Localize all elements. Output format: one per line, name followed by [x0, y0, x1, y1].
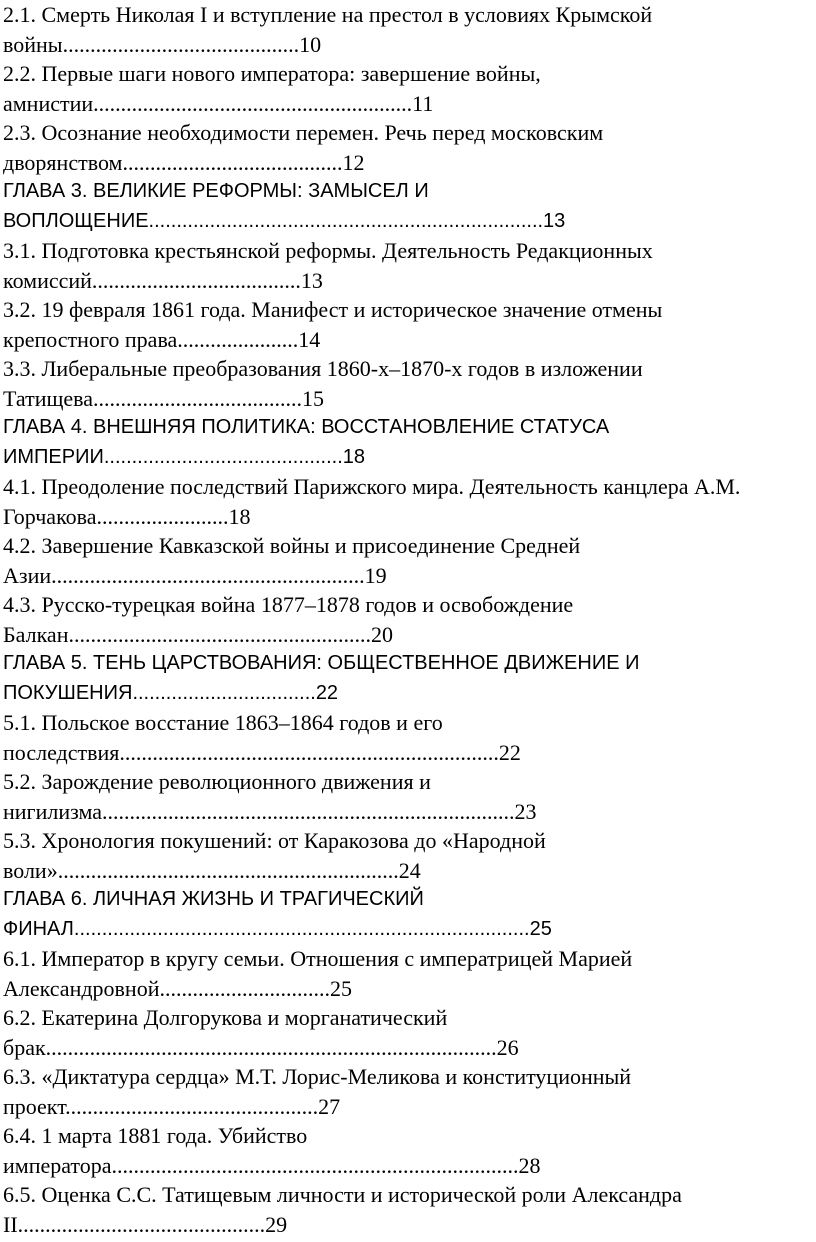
toc-section-line: дворянством........................................12: [3, 149, 365, 175]
toc-section-line: 2.3. Осознание необходимости перемен. Речь перед московским: [3, 120, 604, 145]
toc-section-line: амнистии..........................................................11: [3, 90, 434, 116]
toc-section-line: комиссий......................................13: [3, 267, 323, 293]
toc-section-line: последствия.....................................................................22: [3, 739, 521, 765]
toc-chapter-line: ГЛАВА 4. ВНЕШНЯЯ ПОЛИТИКА: ВОССТАНОВЛЕНИЕ СТАТУСА: [3, 416, 610, 438]
toc-chapter-line: ГЛАВА 6. ЛИЧНАЯ ЖИЗНЬ И ТРАГИЧЕСКИЙ: [3, 888, 424, 910]
toc-section-line: императора..........................................................................28: [3, 1152, 541, 1178]
toc-chapter-line: ВОПЛОЩЕНИЕ.......................................................................13: [3, 209, 566, 232]
toc-section-line: воли»..............................................................24: [3, 857, 421, 883]
toc-chapter-line: ИМПЕРИИ...........................................18: [3, 445, 366, 468]
toc-section-line: 6.2. Екатерина Долгорукова и морганатический: [3, 1005, 448, 1030]
toc-section-line: 6.3. «Диктатура сердца» М.Т. Лорис-Меликова и конституционный: [3, 1064, 632, 1089]
toc-section-line: крепостного права......................14: [3, 326, 321, 352]
toc-chapter-line: ФИНАЛ..................................................................................25: [3, 917, 552, 940]
toc-section-line: Горчакова........................18: [3, 503, 251, 529]
toc-section-line: 3.1. Подготовка крестьянской реформы. Деятельность Редакционных: [3, 238, 653, 263]
toc-section-line: 6.1. Император в кругу семьи. Отношения с императрицей Марией: [3, 946, 633, 971]
toc-section-line: 6.4. 1 марта 1881 года. Убийство: [3, 1123, 308, 1148]
toc-section-line: Татищева......................................15: [3, 385, 325, 411]
toc-section-line: Балкан.......................................................20: [3, 621, 393, 647]
toc-section-line: 5.1. Польское восстание 1863–1864 годов и его: [3, 710, 443, 735]
toc-section-line: 3.3. Либеральные преобразования 1860-х–1870-х годов в изложении: [3, 356, 643, 381]
toc-section-line: 5.2. Зарождение революционного движения и: [3, 769, 431, 794]
toc-section-line: 6.5. Оценка С.С. Татищевым личности и исторической роли Александра: [3, 1182, 682, 1207]
toc-section-line: Азии.........................................................19: [3, 562, 387, 588]
toc-section-line: 4.2. Завершение Кавказской войны и присоединение Средней: [3, 533, 581, 558]
toc-chapter-line: ГЛАВА 5. ТЕНЬ ЦАРСТВОВАНИЯ: ОБЩЕСТВЕННОЕ ДВИЖЕНИЕ И: [3, 652, 640, 674]
toc-chapter-line: ГЛАВА 3. ВЕЛИКИЕ РЕФОРМЫ: ЗАМЫСЕЛ И: [3, 180, 429, 202]
toc-section-line: II.............................................29: [3, 1211, 288, 1237]
toc-section-line: 3.2. 19 февраля 1861 года. Манифест и историческое значение отмены: [3, 297, 663, 322]
toc-section-line: проект..............................................27: [3, 1093, 341, 1119]
toc-chapter-line: ПОКУШЕНИЯ.................................22: [3, 681, 339, 704]
toc-section-line: 4.1. Преодоление последствий Парижского мира. Деятельность канцлера А.М.: [3, 474, 741, 499]
toc-section-line: 2.1. Смерть Николая I и вступление на престол в условиях Крымской: [3, 2, 653, 27]
toc-section-line: Александровной...............................25: [3, 975, 352, 1001]
toc-section-line: 4.3. Русско-турецкая война 1877–1878 годов и освобождение: [3, 592, 574, 617]
toc-section-line: войны...........................................10: [3, 31, 322, 57]
toc-section-line: нигилизма...........................................................................23: [3, 798, 537, 824]
toc-section-line: 2.2. Первые шаги нового императора: завершение войны,: [3, 61, 541, 86]
toc-section-line: брак..................................................................................26: [3, 1034, 519, 1060]
toc-section-line: 5.3. Хронология покушений: от Каракозова до «Народной: [3, 828, 546, 853]
